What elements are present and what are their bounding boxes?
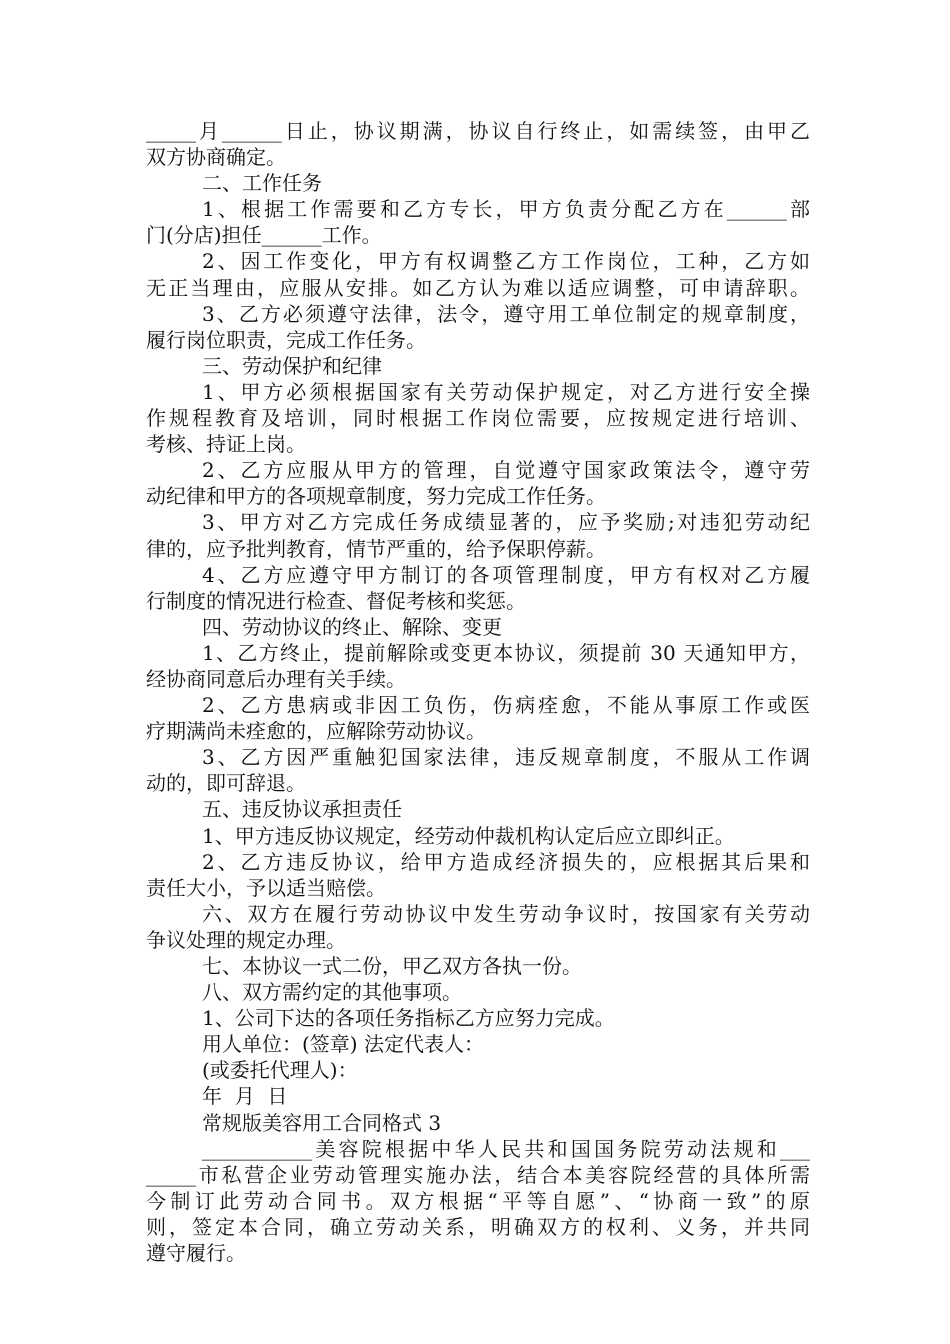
text-line: 无正当理由，应服从安排。如乙方认为难以适应调整，可申请辞职。 — [146, 275, 810, 300]
text-line: 七、本协议一式二份，甲乙双方各执一份。 — [202, 954, 582, 978]
text-line: 则，签定本合同，确立劳动关系，明确双方的权利、义务，并共同 — [146, 1214, 810, 1239]
text-line: 经协商同意后办理有关手续。 — [146, 666, 406, 691]
text-line: 1、乙方终止，提前解除或变更本协议，须提前 30 天通知甲方， — [202, 640, 810, 665]
text-line: 八、双方需约定的其他事项。 — [202, 980, 462, 1005]
document-page — [146, 118, 810, 1266]
text-line: 律的，应予批判教育，情节严重的，给予保职停薪。 — [146, 536, 606, 561]
text-line: 履行岗位职责，完成工作任务。 — [146, 327, 426, 352]
text-line: 2、乙方应服从甲方的管理，自觉遵守国家政策法令，遵守劳 — [202, 458, 810, 483]
text-line: 年 月 日 — [202, 1084, 288, 1109]
text-line: 门(分店)担任______工作。 — [146, 223, 382, 248]
text-line: 行制度的情况进行检查、督促考核和奖惩。 — [146, 588, 526, 613]
text-line: ___________美容院根据中华人民共和国国务院劳动法规和___ — [202, 1136, 810, 1161]
text-line: 动的，即可辞退。 — [146, 771, 306, 796]
text-line: 常规版美容用工合同格式 3 — [202, 1110, 442, 1135]
text-line: 争议处理的规定办理。 — [146, 927, 346, 952]
text-line: 遵守履行。 — [146, 1241, 246, 1266]
text-line: 四、劳动协议的终止、解除、变更 — [202, 614, 502, 639]
text-line: 1、公司下达的各项任务指标乙方应努力完成。 — [202, 1006, 615, 1031]
text-line: 用人单位：(签章) 法定代表人： — [202, 1032, 484, 1057]
text-line: 4、乙方应遵守甲方制订的各项管理制度，甲方有权对乙方履 — [202, 562, 810, 587]
text-line: 三、劳动保护和纪律 — [202, 353, 382, 378]
text-line: 1、根据工作需要和乙方专长，甲方负责分配乙方在______部 — [202, 197, 810, 222]
text-line: 五、违反协议承担责任 — [202, 797, 402, 822]
text-line: 动纪律和甲方的各项规章制度，努力完成工作任务。 — [146, 484, 606, 509]
text-line: 疗期满尚未痊愈的，应解除劳动协议。 — [146, 719, 486, 744]
text-line: 二、工作任务 — [202, 171, 322, 196]
text-line: 3、甲方对乙方完成任务成绩显著的，应予奖励;对违犯劳动纪 — [202, 510, 810, 535]
text-line: 双方协商确定。 — [146, 145, 286, 170]
text-line: 作规程教育及培训，同时根据工作岗位需要，应按规定进行培训、 — [146, 406, 810, 431]
text-line: _____市私营企业劳动管理实施办法，结合本美容院经营的具体所需 — [146, 1162, 810, 1187]
text-line: 责任大小，予以适当赔偿。 — [146, 875, 386, 900]
text-line: 2、乙方患病或非因工负伤，伤病痊愈，不能从事原工作或医 — [202, 693, 810, 718]
text-line: 2、乙方违反协议，给甲方造成经济损失的，应根据其后果和 — [202, 849, 810, 874]
text-line: 2、因工作变化，甲方有权调整乙方工作岗位，工种，乙方如 — [202, 249, 810, 274]
text-line: 六、双方在履行劳动协议中发生劳动争议时，按国家有关劳动 — [202, 901, 810, 926]
text-line: 3、乙方必须遵守法律，法令，遵守用工单位制定的规章制度， — [202, 301, 810, 326]
text-line: 3、乙方因严重触犯国家法律，违反规章制度，不服从工作调 — [202, 745, 810, 770]
text-line: (或委托代理人)： — [202, 1058, 358, 1083]
text-line: 1、甲方违反协议规定，经劳动仲裁机构认定后应立即纠正。 — [202, 823, 735, 848]
text-line: 考核、持证上岗。 — [146, 432, 306, 457]
text-line: 今制订此劳动合同书。双方根据“平等自愿”、“协商一致”的原 — [146, 1188, 810, 1213]
text-line: 1、甲方必须根据国家有关劳动保护规定，对乙方进行安全操 — [202, 379, 810, 404]
text-line: _____月______日止，协议期满，协议自行终止，如需续签，由甲乙 — [146, 119, 810, 143]
